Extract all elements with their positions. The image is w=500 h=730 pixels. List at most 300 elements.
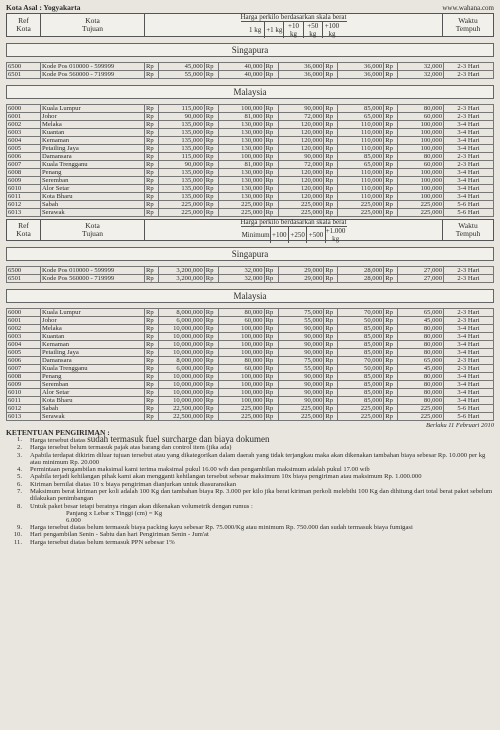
cell-price: 130,000: [218, 137, 264, 145]
cell-ref: 6013: [7, 413, 41, 421]
cell-currency: Rp: [145, 275, 159, 283]
table-row: [7, 341, 494, 349]
cell-waktu: 3-4 Hari: [444, 389, 494, 397]
cell-currency: Rp: [145, 397, 159, 405]
cell-currency: Rp: [324, 381, 338, 389]
cell-currency: Rp: [384, 333, 398, 341]
cell-currency: Rp: [324, 129, 338, 137]
cell-price: 22,500,000: [159, 413, 205, 421]
cell-price: 130,000: [218, 129, 264, 137]
cell-waktu: 5-6 Hari: [444, 201, 494, 209]
cell-currency: Rp: [204, 341, 218, 349]
cell-price: 40,000: [218, 63, 264, 71]
cell-currency: Rp: [324, 161, 338, 169]
formula-numerator: Panjang x Lebar x Tinggi (cm) = Kg: [66, 509, 163, 517]
cell-kota: Seremban: [41, 381, 145, 389]
cell-currency: Rp: [145, 357, 159, 365]
cell-currency: Rp: [264, 169, 278, 177]
cell-currency: Rp: [204, 137, 218, 145]
cell-ref: 6007: [7, 365, 41, 373]
cell-ref: 6500: [7, 63, 41, 71]
region-malaysia-1: Malaysia: [6, 85, 494, 99]
cell-price: 225,000: [398, 209, 444, 217]
cell-price: 100,000: [398, 169, 444, 177]
cell-price: 80,000: [398, 389, 444, 397]
cell-currency: Rp: [384, 113, 398, 121]
cell-currency: Rp: [324, 267, 338, 275]
table-row: [7, 325, 494, 333]
cell-currency: Rp: [264, 161, 278, 169]
cell-price: 100,000: [218, 341, 264, 349]
cell-currency: Rp: [145, 309, 159, 317]
cell-currency: Rp: [264, 137, 278, 145]
cell-currency: Rp: [324, 325, 338, 333]
cell-currency: Rp: [264, 373, 278, 381]
website: www.wahana.com: [442, 4, 494, 12]
cell-price: 90,000: [159, 161, 205, 169]
header-kota: Kota Tujuan: [41, 14, 145, 36]
table-row: [7, 373, 494, 381]
cell-price: 135,000: [159, 129, 205, 137]
volumetric-formula: [6, 510, 494, 524]
cell-price: 81,000: [218, 113, 264, 121]
cell-currency: Rp: [324, 413, 338, 421]
table-row: [7, 349, 494, 357]
cell-currency: Rp: [324, 397, 338, 405]
header-waktu: Waktu Tempuh: [455, 16, 481, 33]
table-sec2-singapura: [6, 266, 494, 283]
cell-ref: 6013: [7, 209, 41, 217]
cell-currency: Rp: [384, 121, 398, 129]
cell-price: 85,000: [338, 389, 384, 397]
table-row: [7, 169, 494, 177]
cell-price: 85,000: [338, 105, 384, 113]
cell-currency: Rp: [384, 63, 398, 71]
cell-price: 110,000: [338, 121, 384, 129]
cell-price: 85,000: [338, 333, 384, 341]
cell-price: 55,000: [159, 71, 205, 79]
cell-currency: Rp: [204, 177, 218, 185]
cell-currency: Rp: [384, 145, 398, 153]
cell-currency: Rp: [384, 129, 398, 137]
cell-waktu: 5-6 Hari: [444, 405, 494, 413]
terms-text: Apabila terdapat dikirim diluar tujuan tersebut atau yang dikategorikan dalam daerah yang tidak terjangkau maka akan dikenakan tambahan biaya sebesar Rp. 10.000 per kg atau minimum Rp. 20.000: [30, 451, 486, 466]
cell-currency: Rp: [204, 413, 218, 421]
table-row: [7, 145, 494, 153]
cell-waktu: 3-4 Hari: [444, 397, 494, 405]
cell-kota: Kode Pos 560000 - 719999: [41, 275, 145, 283]
cell-currency: Rp: [145, 317, 159, 325]
cell-currency: Rp: [204, 63, 218, 71]
cell-ref: 6501: [7, 275, 41, 283]
cell-price: 85,000: [338, 397, 384, 405]
cell-waktu: 2-3 Hari: [444, 357, 494, 365]
cell-price: 90,000: [278, 397, 324, 405]
cell-waktu: 3-4 Hari: [444, 129, 494, 137]
cell-price: 225,000: [218, 201, 264, 209]
table-row: [7, 365, 494, 373]
cell-currency: Rp: [204, 113, 218, 121]
terms-text: Harga tersebut diatas belum termasuk biaya packing kayu sebesar Rp. 75.000/Kg atau minimum Rp. 750.000 dan sudah termasuk biaya fumigasi: [30, 523, 413, 531]
terms-text: Harga tersebut diatas sudah termasuk fuel surcharge dan biaya dokumen: [30, 434, 270, 444]
table-row: [7, 185, 494, 193]
cell-currency: Rp: [204, 105, 218, 113]
terms-item: [6, 531, 494, 538]
cell-kota: Seremban: [41, 177, 145, 185]
cell-price: 110,000: [338, 137, 384, 145]
cell-kota: Kota Bharu: [41, 397, 145, 405]
cell-price: 110,000: [338, 145, 384, 153]
cell-currency: Rp: [145, 267, 159, 275]
cell-price: 27,000: [398, 267, 444, 275]
cell-currency: Rp: [264, 71, 278, 79]
cell-currency: Rp: [264, 113, 278, 121]
header-price: Harga perkilo berdasarkan skala berat Minimum +100 +250 +500 +1.000 kg: [145, 220, 443, 240]
cell-price: 45,000: [398, 365, 444, 373]
cell-currency: Rp: [145, 161, 159, 169]
cell-currency: Rp: [324, 145, 338, 153]
cell-currency: Rp: [264, 405, 278, 413]
terms-number: 9.: [17, 523, 22, 531]
cell-price: 85,000: [338, 153, 384, 161]
cell-price: 135,000: [159, 193, 205, 201]
cell-price: 225,000: [218, 413, 264, 421]
cell-currency: Rp: [384, 373, 398, 381]
cell-currency: Rp: [145, 333, 159, 341]
cell-currency: Rp: [264, 209, 278, 217]
table-row: [7, 381, 494, 389]
header-ref: Ref Kota: [7, 14, 41, 36]
cell-waktu: 3-4 Hari: [444, 325, 494, 333]
cell-price: 90,000: [278, 153, 324, 161]
cell-currency: Rp: [204, 129, 218, 137]
table-header-2: [6, 219, 494, 241]
terms-text: Permintaan pengambilan maksimal kami terima maksimal pukul 16.00 wib dan pengambilan maksimum adalah pukul 17.00 wib: [30, 466, 370, 474]
cell-price: 65,000: [398, 357, 444, 365]
cell-price: 90,000: [278, 349, 324, 357]
cell-price: 72,000: [278, 113, 324, 121]
cell-price: 130,000: [218, 185, 264, 193]
cell-price: 80,000: [218, 309, 264, 317]
cell-currency: Rp: [145, 121, 159, 129]
cell-currency: Rp: [264, 397, 278, 405]
terms-list: [6, 436, 494, 546]
cell-currency: Rp: [384, 341, 398, 349]
cell-currency: Rp: [324, 365, 338, 373]
cell-currency: Rp: [204, 71, 218, 79]
cell-currency: Rp: [264, 309, 278, 317]
cell-currency: Rp: [264, 267, 278, 275]
cell-currency: Rp: [204, 169, 218, 177]
cell-price: 135,000: [159, 177, 205, 185]
cell-ref: 6005: [7, 349, 41, 357]
cell-price: 6,000,000: [159, 317, 205, 325]
cell-currency: Rp: [384, 349, 398, 357]
cell-price: 65,000: [338, 161, 384, 169]
cell-price: 29,000: [278, 267, 324, 275]
cell-price: 120,000: [278, 121, 324, 129]
cell-price: 110,000: [338, 169, 384, 177]
formula-body: [66, 510, 162, 524]
cell-kota: Kuala Trengganu: [41, 161, 145, 169]
cell-kota: Sabah: [41, 201, 145, 209]
cell-price: 100,000: [218, 373, 264, 381]
cell-currency: Rp: [204, 357, 218, 365]
cell-ref: 6012: [7, 201, 41, 209]
terms-item: [6, 539, 494, 546]
cell-currency: Rp: [145, 169, 159, 177]
cell-price: 225,000: [159, 201, 205, 209]
cell-currency: Rp: [384, 389, 398, 397]
cell-currency: Rp: [145, 71, 159, 79]
terms-text: Harga tersebut diatas belum termasuk PPN sebesar 1%: [30, 538, 175, 546]
terms-number: 4.: [17, 466, 22, 474]
cell-currency: Rp: [324, 357, 338, 365]
cell-currency: Rp: [324, 63, 338, 71]
cell-price: 135,000: [159, 145, 205, 153]
cell-price: 29,000: [278, 275, 324, 283]
cell-price: 72,000: [278, 161, 324, 169]
cell-ref: 6009: [7, 177, 41, 185]
cell-price: 45,000: [159, 63, 205, 71]
cell-currency: Rp: [324, 341, 338, 349]
cell-price: 32,000: [218, 275, 264, 283]
cell-price: 90,000: [278, 389, 324, 397]
table-row: [7, 71, 494, 79]
cell-currency: Rp: [204, 161, 218, 169]
cell-ref: 6003: [7, 129, 41, 137]
cell-currency: Rp: [145, 341, 159, 349]
cell-price: 36,000: [278, 71, 324, 79]
cell-currency: Rp: [145, 129, 159, 137]
cell-price: 110,000: [338, 129, 384, 137]
cell-waktu: 5-6 Hari: [444, 209, 494, 217]
cell-currency: Rp: [384, 209, 398, 217]
cell-price: 36,000: [338, 71, 384, 79]
cell-ref: 6011: [7, 193, 41, 201]
cell-waktu: 2-3 Hari: [444, 309, 494, 317]
terms-item: [6, 473, 494, 480]
cell-waktu: 2-3 Hari: [444, 365, 494, 373]
cell-currency: Rp: [384, 177, 398, 185]
cell-price: 10,000,000: [159, 325, 205, 333]
cell-ref: 6500: [7, 267, 41, 275]
cell-price: 70,000: [338, 309, 384, 317]
cell-currency: Rp: [145, 349, 159, 357]
cell-price: 36,000: [338, 63, 384, 71]
cell-currency: Rp: [145, 145, 159, 153]
terms-number: 10.: [13, 531, 22, 539]
cell-price: 10,000,000: [159, 341, 205, 349]
terms-number: 7.: [17, 488, 22, 496]
cell-price: 100,000: [398, 129, 444, 137]
cell-price: 90,000: [278, 373, 324, 381]
cell-waktu: 3-4 Hari: [444, 185, 494, 193]
cell-currency: Rp: [264, 129, 278, 137]
cell-kota: Petailing Jaya: [41, 349, 145, 357]
cell-currency: Rp: [324, 309, 338, 317]
cell-price: 225,000: [278, 201, 324, 209]
cell-currency: Rp: [145, 325, 159, 333]
cell-kota: Alor Setar: [41, 185, 145, 193]
cell-waktu: 3-4 Hari: [444, 333, 494, 341]
terms-number: 3.: [17, 451, 22, 459]
cell-price: 10,000,000: [159, 389, 205, 397]
terms-item: [6, 436, 494, 444]
cell-currency: Rp: [324, 193, 338, 201]
cell-waktu: 2-3 Hari: [444, 275, 494, 283]
cell-price: 10,000,000: [159, 349, 205, 357]
cell-ref: 6006: [7, 357, 41, 365]
cell-ref: 6002: [7, 121, 41, 129]
cell-currency: Rp: [204, 365, 218, 373]
cell-kota: Serawak: [41, 209, 145, 217]
cell-currency: Rp: [324, 389, 338, 397]
cell-price: 85,000: [338, 373, 384, 381]
cell-currency: Rp: [324, 405, 338, 413]
cell-waktu: 2-3 Hari: [444, 105, 494, 113]
cell-currency: Rp: [204, 349, 218, 357]
cell-kota: Petailing Jaya: [41, 145, 145, 153]
cell-price: 85,000: [338, 381, 384, 389]
terms-text: Untuk paket besar tetapi beratnya ringan akan dikenakan volumetrik dengan rumus :: [30, 502, 253, 510]
cell-waktu: 3-4 Hari: [444, 193, 494, 201]
cell-currency: Rp: [145, 201, 159, 209]
cell-currency: Rp: [145, 405, 159, 413]
cell-kota: Damansara: [41, 357, 145, 365]
cell-price: 80,000: [398, 397, 444, 405]
cell-currency: Rp: [204, 325, 218, 333]
cell-currency: Rp: [145, 365, 159, 373]
cell-currency: Rp: [204, 185, 218, 193]
cell-currency: Rp: [384, 365, 398, 373]
table-row: [7, 317, 494, 325]
cell-currency: Rp: [264, 185, 278, 193]
terms-text: Maksimum berat kiriman per koli adalah 100 Kg dan tambahan biaya Rp. 3.000 per kilo jika berat kiriman perkoli melebihi 100 Kg dan dihitung dari total berat paket sebelum dilakukan penimbangan: [30, 488, 493, 503]
cell-currency: Rp: [264, 145, 278, 153]
cell-currency: Rp: [204, 193, 218, 201]
cell-price: 80,000: [398, 373, 444, 381]
cell-kota: Serawak: [41, 413, 145, 421]
cell-currency: Rp: [384, 413, 398, 421]
cell-currency: Rp: [204, 145, 218, 153]
cell-price: 225,000: [278, 413, 324, 421]
cell-currency: Rp: [384, 317, 398, 325]
cell-currency: Rp: [384, 275, 398, 283]
cell-price: 135,000: [159, 121, 205, 129]
table-row: [7, 357, 494, 365]
cell-waktu: 3-4 Hari: [444, 381, 494, 389]
cell-ref: 6001: [7, 113, 41, 121]
terms-number: 1.: [17, 436, 22, 443]
cell-currency: Rp: [264, 357, 278, 365]
cell-price: 75,000: [278, 357, 324, 365]
cell-currency: Rp: [384, 161, 398, 169]
cell-kota: Kemaman: [41, 341, 145, 349]
table-row: [7, 389, 494, 397]
cell-price: 225,000: [398, 405, 444, 413]
cell-currency: Rp: [145, 177, 159, 185]
header-waktu: Waktu Tempuh: [455, 221, 481, 238]
cell-currency: Rp: [324, 121, 338, 129]
cell-currency: Rp: [264, 325, 278, 333]
cell-waktu: 3-4 Hari: [444, 169, 494, 177]
cell-ref: 6011: [7, 397, 41, 405]
cell-currency: Rp: [204, 309, 218, 317]
cell-currency: Rp: [145, 113, 159, 121]
cell-ref: 6008: [7, 169, 41, 177]
table-row: [7, 201, 494, 209]
effective-date: Berlaku 11 Februari 2010: [426, 422, 494, 429]
terms-item: [6, 444, 494, 451]
cell-price: 28,000: [338, 275, 384, 283]
cell-price: 80,000: [398, 325, 444, 333]
cell-kota: Kuala Trengganu: [41, 365, 145, 373]
cell-currency: Rp: [384, 105, 398, 113]
cell-currency: Rp: [384, 267, 398, 275]
terms-item: [6, 466, 494, 473]
cell-currency: Rp: [324, 113, 338, 121]
kota-asal: Kota Asal : Yogyakarta: [6, 3, 81, 12]
cell-currency: Rp: [384, 185, 398, 193]
table-row: [7, 413, 494, 421]
cell-price: 110,000: [338, 185, 384, 193]
cell-ref: 6002: [7, 325, 41, 333]
cell-price: 100,000: [398, 145, 444, 153]
table-row: [7, 153, 494, 161]
cell-price: 80,000: [218, 357, 264, 365]
cell-price: 100,000: [398, 177, 444, 185]
cell-currency: Rp: [384, 201, 398, 209]
cell-price: 10,000,000: [159, 397, 205, 405]
cell-price: 80,000: [398, 105, 444, 113]
cell-price: 22,500,000: [159, 405, 205, 413]
terms-text: Hari pengambilan Senin - Sabtu dan hari Pengiriman Senin - Jum'at: [30, 531, 209, 539]
cell-waktu: 3-4 Hari: [444, 349, 494, 357]
cell-price: 55,000: [278, 365, 324, 373]
table-row: [7, 397, 494, 405]
cell-price: 10,000,000: [159, 373, 205, 381]
cell-currency: Rp: [324, 137, 338, 145]
cell-kota: Sabah: [41, 405, 145, 413]
table-row: [7, 63, 494, 71]
cell-price: 75,000: [278, 309, 324, 317]
top-line: [6, 0, 494, 12]
cell-price: 90,000: [278, 381, 324, 389]
table-sec2-malaysia: [6, 308, 494, 421]
cell-currency: Rp: [264, 201, 278, 209]
cell-price: 225,000: [338, 201, 384, 209]
cell-currency: Rp: [145, 209, 159, 217]
cell-currency: Rp: [145, 63, 159, 71]
cell-waktu: 2-3 Hari: [444, 63, 494, 71]
cell-ref: 6000: [7, 309, 41, 317]
cell-kota: Kode Pos 010000 - 599999: [41, 267, 145, 275]
cell-currency: Rp: [384, 169, 398, 177]
cell-currency: Rp: [204, 333, 218, 341]
cell-currency: Rp: [264, 63, 278, 71]
cell-price: 120,000: [278, 145, 324, 153]
cell-price: 90,000: [278, 341, 324, 349]
cell-price: 225,000: [398, 413, 444, 421]
cell-currency: Rp: [204, 121, 218, 129]
table-row: [7, 209, 494, 217]
cell-currency: Rp: [324, 105, 338, 113]
cell-currency: Rp: [204, 317, 218, 325]
cell-price: 135,000: [159, 137, 205, 145]
table-row: [7, 405, 494, 413]
table-sec1-malaysia: [6, 104, 494, 217]
